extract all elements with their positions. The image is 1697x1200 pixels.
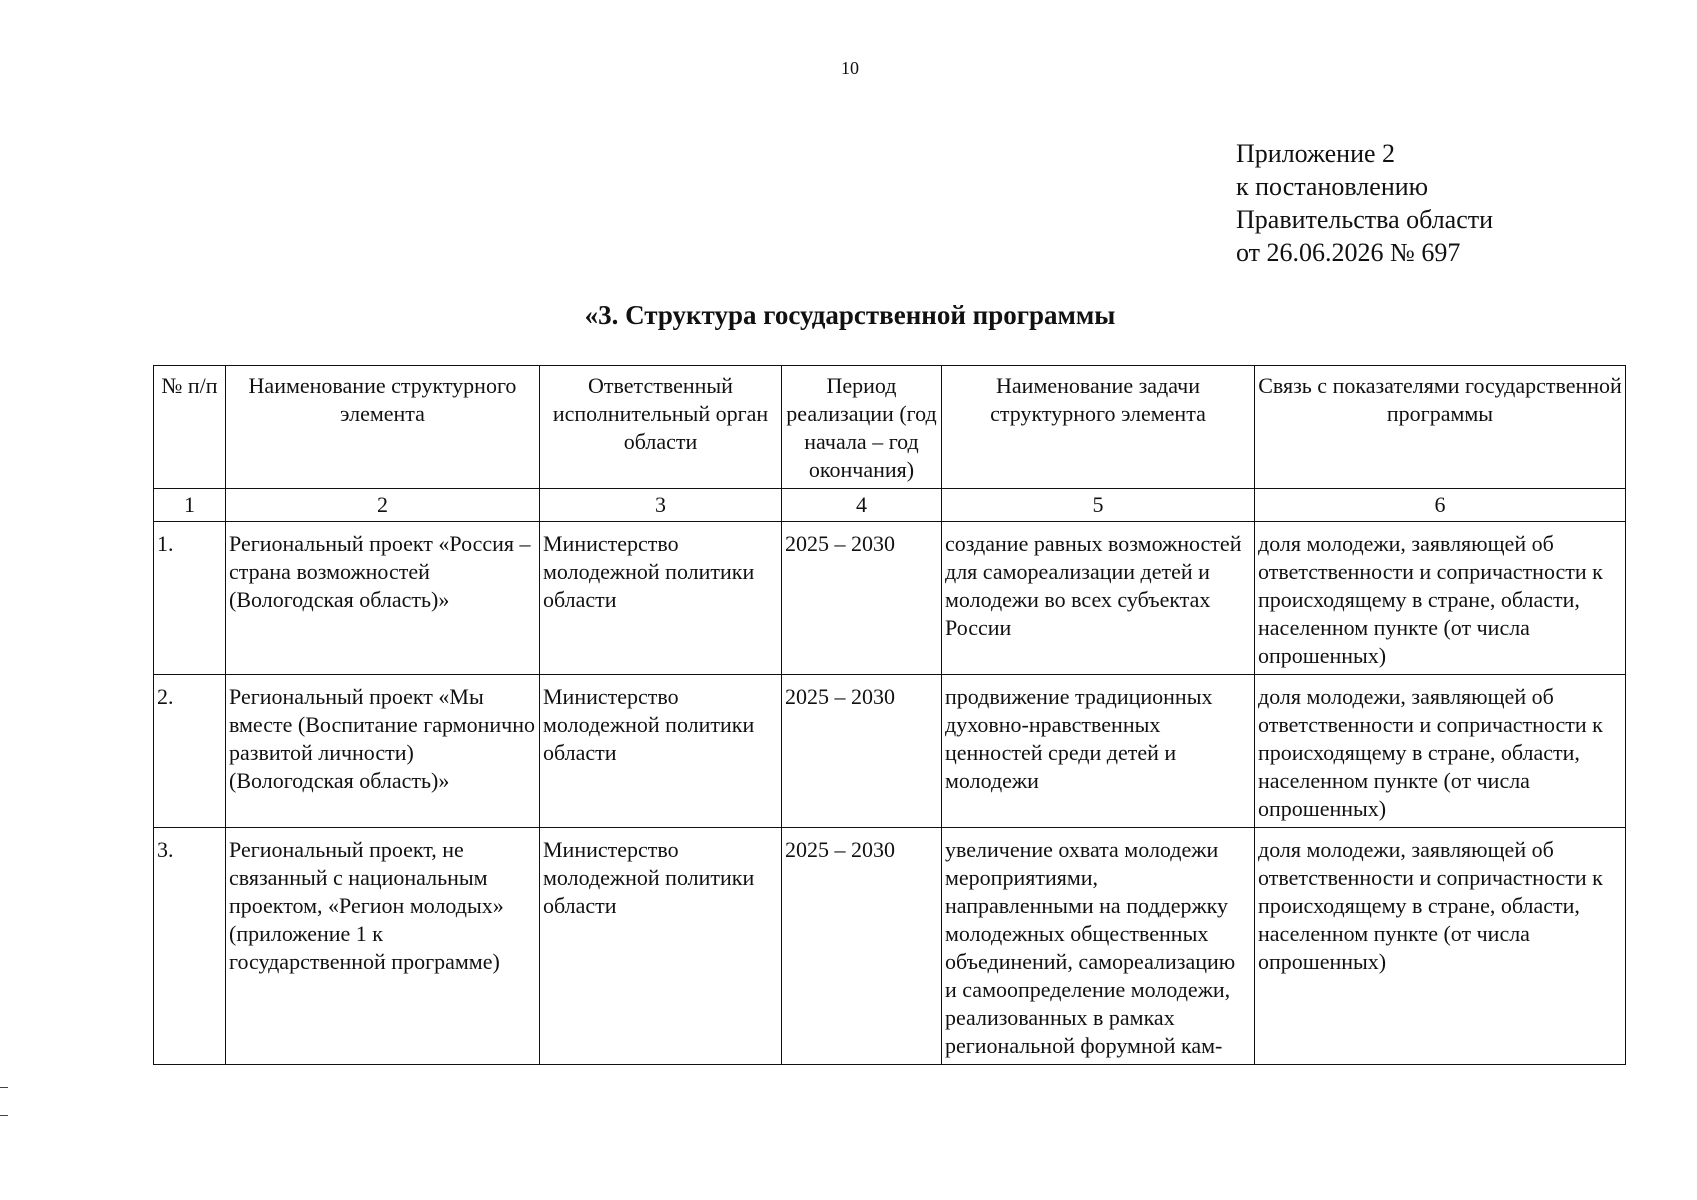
responsible-body-cell: Министерство молодежной политики области: [540, 522, 782, 675]
period-cell: 2025 – 2030: [782, 828, 942, 1065]
column-number: 4: [782, 489, 942, 522]
indicators-cell: доля молодежи, заявляющей об ответственности и сопричастности к происходящему в стране, области, населенном пункте (от числа опрошенных): [1255, 675, 1626, 828]
appendix-line: Приложение 2: [1236, 139, 1396, 168]
row-number-cell: 3.: [154, 828, 226, 1065]
element-name-cell: Региональный проект «Мы вместе (Воспитание гармонично развитой личности) (Вологодская область)»: [226, 675, 540, 828]
appendix-line: к постановлению: [1236, 172, 1429, 201]
margin-tick-mark: [0, 1087, 8, 1088]
task-name-cell: увеличение охвата молодежи мероприятиями, направленными на поддержку молодежных общественных объединений, самореализацию и самоопределение молодежи, реализованных в рамках региональной форумной кам-: [942, 828, 1255, 1065]
element-name-cell: Региональный проект, не связанный с национальным проектом, «Регион молодых» (приложение 1 к государственной программе): [226, 828, 540, 1065]
header-element-name: Наименование структурного элемента: [226, 366, 540, 489]
header-responsible-body: Ответственный исполнительный орган области: [540, 366, 782, 489]
table-row: [154, 522, 1626, 675]
indicators-cell: доля молодежи, заявляющей об ответственности и сопричастности к происходящему в стране, области, населенном пункте (от числа опрошенных): [1255, 828, 1626, 1065]
header-task-name: Наименование задачи структурного элемента: [942, 366, 1255, 489]
column-number: 6: [1255, 489, 1626, 522]
responsible-body-cell: Министерство молодежной политики области: [540, 828, 782, 1065]
column-number-row: [154, 489, 1626, 522]
column-number: 1: [154, 489, 226, 522]
structure-table: [153, 365, 1626, 1065]
page-number: 10: [841, 58, 859, 78]
indicators-cell: доля молодежи, заявляющей об ответственности и сопричастности к происходящему в стране, области, населенном пункте (от числа опрошенных): [1255, 522, 1626, 675]
document-title: «3. Структура государственной программы: [584, 300, 1116, 330]
header-number: № п/п: [154, 366, 226, 489]
row-number-cell: 2.: [154, 675, 226, 828]
task-name-cell: создание равных возможностей для самореализации детей и молодежи во всех субъектах России: [942, 522, 1255, 675]
column-number: 3: [540, 489, 782, 522]
header-indicators: Связь с показателями государственной программы: [1255, 366, 1626, 489]
period-cell: 2025 – 2030: [782, 522, 942, 675]
column-number: 5: [942, 489, 1255, 522]
appendix-line: от 26.06.2026 № 697: [1236, 238, 1461, 267]
row-number-cell: 1.: [154, 522, 226, 675]
element-name-cell: Региональный проект «Россия – страна возможностей (Вологодская область)»: [226, 522, 540, 675]
table-row: [154, 828, 1626, 1065]
appendix-line: Правительства области: [1236, 205, 1494, 234]
column-number: 2: [226, 489, 540, 522]
header-period: Период реализации (год начала – год окончания): [782, 366, 942, 489]
period-cell: 2025 – 2030: [782, 675, 942, 828]
task-name-cell: продвижение традиционных духовно-нравственных ценностей среди детей и молодежи: [942, 675, 1255, 828]
responsible-body-cell: Министерство молодежной политики области: [540, 675, 782, 828]
table-header-row: [154, 366, 1626, 489]
table-row: [154, 675, 1626, 828]
appendix-block: [1236, 137, 1493, 269]
margin-tick-mark: [0, 1115, 8, 1116]
